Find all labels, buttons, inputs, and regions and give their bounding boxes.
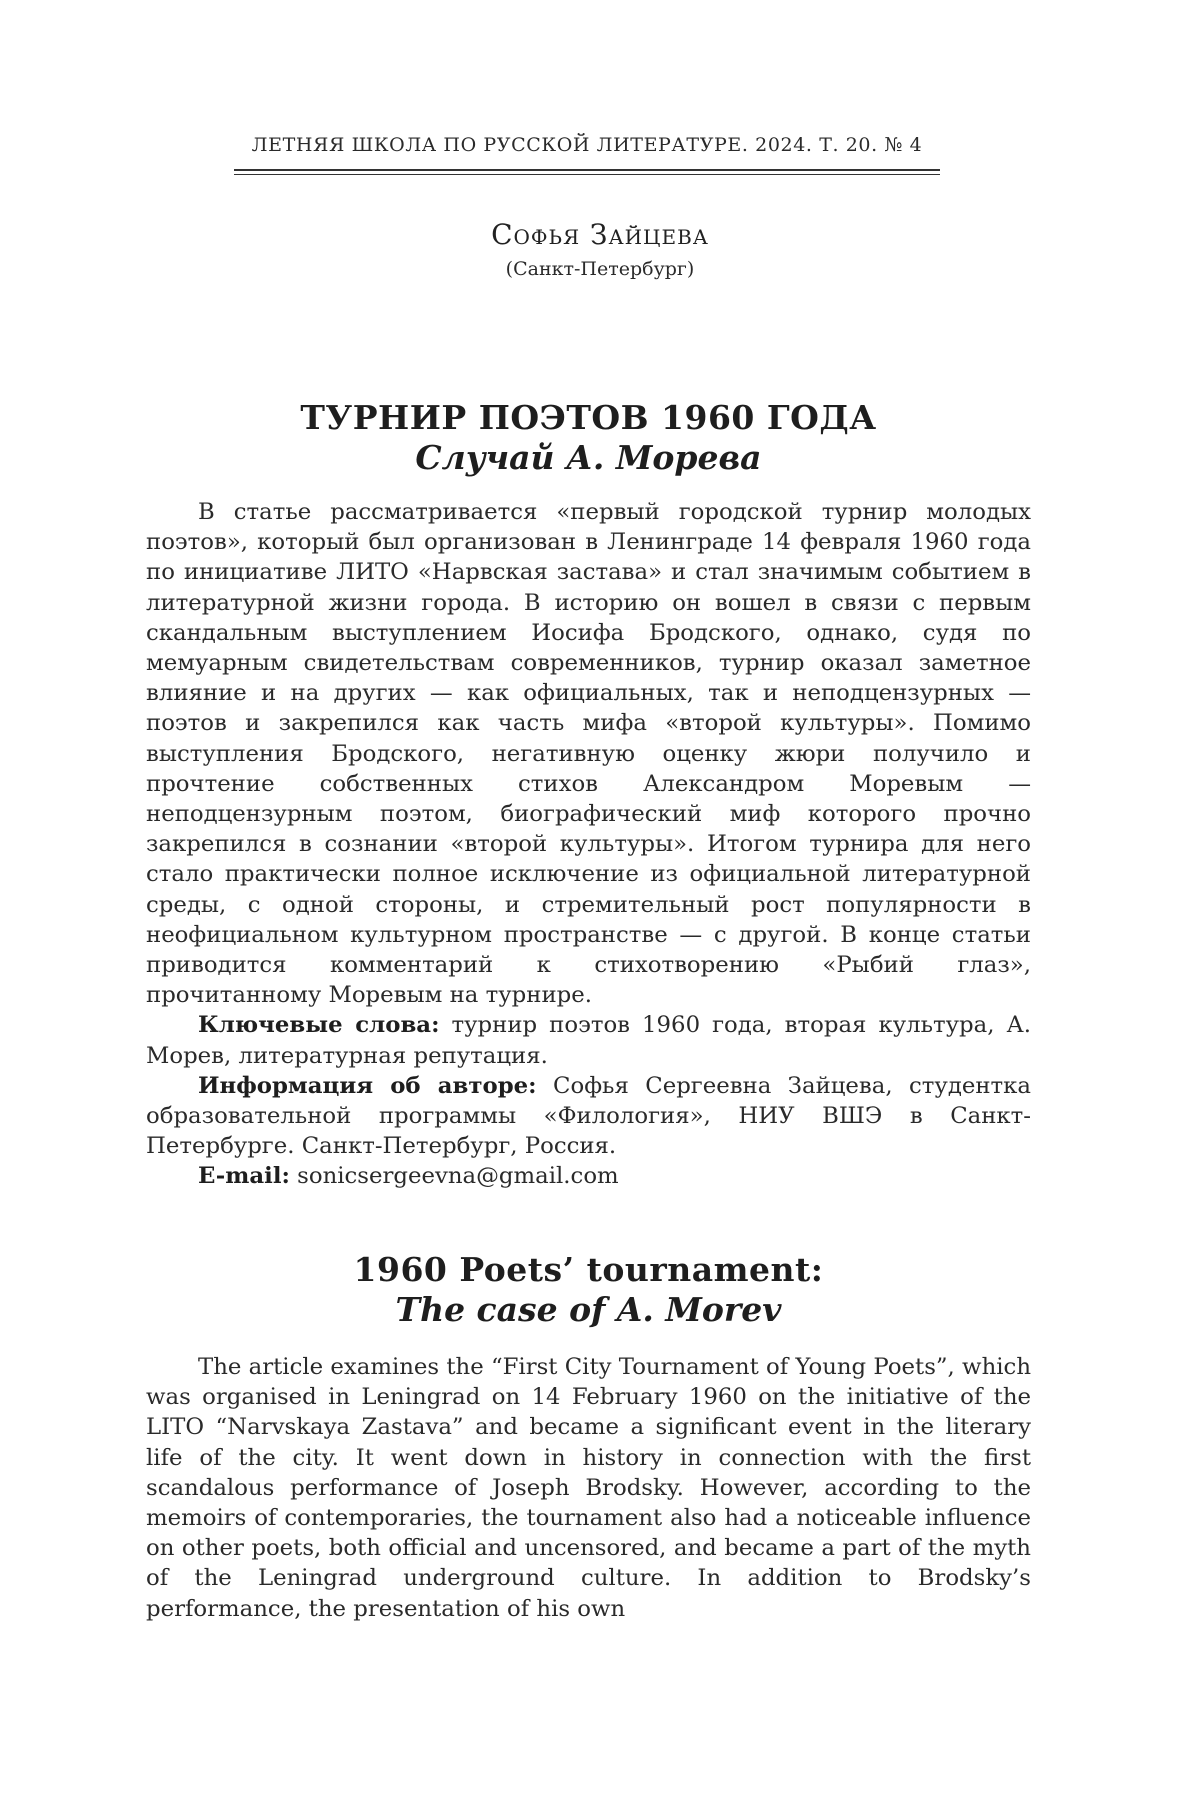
russian-subtitle: Случай А. Морева (146, 438, 1031, 478)
author-name: Софья Зайцева (0, 218, 1200, 251)
russian-title-block (146, 398, 1031, 478)
author-info-text: Софья Сергеевна Зайцева, студентка образовательной программы «Филология», НИУ ВШЭ в Санкт-Петербурге. Санкт-Петербург, Россия. (146, 1073, 1031, 1159)
keywords-paragraph (146, 1010, 1031, 1070)
russian-abstract: В статье рассматривается «первый городской турнир молодых поэтов», который был организован в Ленинграде 14 февраля 1960 года по инициативе ЛИТО «Нарвская застава» и стал значимым событием в литературной жизни города. В историю он вошел в связи с первым скандальным выступлением Иосифа Бродского, однако, судя по мемуарным свидетельствам современников, турнир оказал заметное влияние и на других — как официальных, так и неподцензурных — поэтов и закрепился как часть мифа «второй культуры». Помимо выступления Бродского, негативную оценку жюри получило и прочтение собственных стихов Александром Моревым — неподцензурным поэтом, биографический миф которого прочно закрепился в сознании «второй культуры». Итогом турнира для него стало практически полное исключение из официальной литературной среды, с одной стороны, и стремительный рост популярности в неофициальном культурном пространстве — с другой. В конце статьи приводится комментарий к стихотворению «Рыбий глаз», прочитанному Моревым на турнире. (146, 497, 1031, 1010)
russian-abstract-section (146, 497, 1031, 1192)
journal-page (0, 0, 1200, 1800)
english-title-block (146, 1250, 1031, 1330)
header-rule-thick (234, 169, 940, 171)
russian-title: ТУРНИР ПОЭТОВ 1960 ГОДА (146, 398, 1031, 438)
email-paragraph (146, 1161, 1031, 1191)
english-abstract-section (146, 1352, 1031, 1624)
english-abstract: The article examines the “First City Tournament of Young Poets”, which was organised in Leningrad on 14 February 1960 on the initiative of the LITO “Narvskaya Zastava” and became a significant event in the literary life of the city. It went down in history in connection with the first scandalous performance of Joseph Brodsky. However, according to the memoirs of contemporaries, the tournament also had a noticeable influence on other poets, both official and uncensored, and became a part of the myth of the Leningrad underground culture. In addition to Brodsky’s performance, the presentation of his own (146, 1352, 1031, 1624)
author-info-paragraph (146, 1071, 1031, 1162)
keywords-text: турнир поэтов 1960 года, вторая культура, А. Морев, литературная репутация. (146, 1012, 1031, 1068)
english-subtitle: The case of A. Morev (146, 1290, 1031, 1330)
author-info-label: Информация об авторе: (198, 1073, 537, 1099)
email-address: sonicsergeevna@gmail.com (297, 1163, 619, 1189)
english-title: 1960 Poets’ tournament: (146, 1250, 1031, 1290)
author-city: (Санкт-Петербург) (0, 258, 1200, 280)
header-rule-thin (234, 174, 940, 175)
keywords-label: Ключевые слова: (198, 1012, 439, 1038)
email-label: E-mail: (198, 1163, 290, 1189)
running-head: ЛЕТНЯЯ ШКОЛА ПО РУССКОЙ ЛИТЕРАТУРЕ. 2024. Т. 20. № 4 (234, 134, 940, 156)
